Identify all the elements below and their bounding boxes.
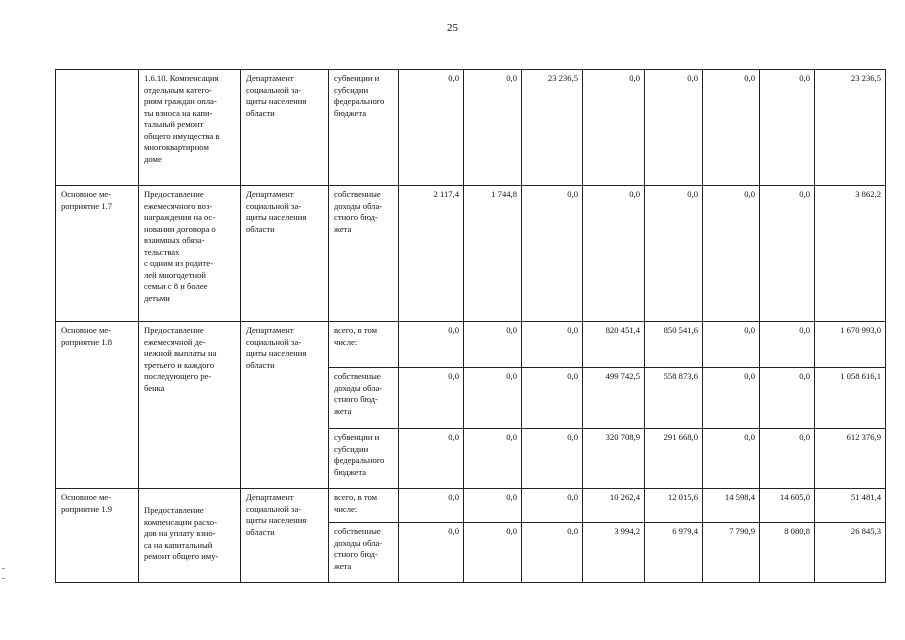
table-body (56, 70, 886, 583)
value-cell: 0,0 (399, 70, 464, 186)
event-cell (56, 489, 139, 583)
value-cell: 0,0 (399, 523, 464, 583)
funding-source: субвенции и субсидии федерального бюджета (334, 432, 385, 477)
value-cell: 0,0 (464, 322, 522, 368)
event-label: Основное ме- роприятие 1.7 (61, 189, 113, 211)
total-cell: 1 670 993,0 (815, 322, 886, 368)
value-cell: 0,0 (464, 429, 522, 489)
value-cell: 0,0 (522, 322, 583, 368)
value-cell: 820 451,4 (583, 322, 645, 368)
value-cell: 0,0 (464, 70, 522, 186)
event-cell (56, 70, 139, 186)
event-name: Предоставление ежемесячной де- нежной выплаты на третьего и каждого последующего ре- бенка (144, 325, 217, 393)
table-row (56, 322, 886, 368)
funding-source: всего, в том числе: (334, 492, 378, 514)
value-cell: 320 708,9 (583, 429, 645, 489)
value-cell: 0,0 (522, 368, 583, 429)
source-cell (329, 523, 399, 583)
event-name: Предоставление ежемесячного воз- награждения на ос- новании договора о взаимных обяза- тельствах с одним из родите- лей многодетной семьи с 8 и более детьми (144, 189, 216, 303)
value-cell: 0,0 (645, 70, 703, 186)
value-cell: 3 994,2 (583, 523, 645, 583)
executor: Департамент социальной за- щиты населения области (246, 492, 307, 537)
executor-cell (241, 70, 329, 186)
value-cell: 0,0 (703, 368, 760, 429)
value-cell: 0,0 (760, 429, 815, 489)
executor-cell (241, 186, 329, 322)
executor: Департамент социальной за- щиты населения области (246, 73, 307, 118)
total-cell: 23 236,5 (815, 70, 886, 186)
event-cell (56, 322, 139, 489)
value-cell: 558 873,6 (645, 368, 703, 429)
value-cell: 0,0 (464, 523, 522, 583)
total-cell: 612 376,9 (815, 429, 886, 489)
total-cell: 51 481,4 (815, 489, 886, 523)
value-cell: 0,0 (464, 368, 522, 429)
page-number: 25 (447, 22, 458, 34)
value-cell: 0,0 (399, 489, 464, 523)
event-label: Основное ме- роприятие 1.8 (61, 325, 113, 347)
value-cell: 0,0 (583, 186, 645, 322)
executor: Департамент социальной за- щиты населения области (246, 325, 307, 370)
value-cell: 0,0 (760, 322, 815, 368)
value-cell: 0,0 (399, 429, 464, 489)
value-cell: 0,0 (522, 523, 583, 583)
event-label: Основное ме- роприятие 1.9 (61, 492, 113, 514)
value-cell: 12 015,6 (645, 489, 703, 523)
name-cell (139, 489, 241, 583)
value-cell: 6 979,4 (645, 523, 703, 583)
value-cell: 291 668,0 (645, 429, 703, 489)
source-cell (329, 186, 399, 322)
value-cell: 850 541,6 (645, 322, 703, 368)
total-cell: 26 845,3 (815, 523, 886, 583)
value-cell: 1 744,8 (464, 186, 522, 322)
value-cell: 0,0 (703, 186, 760, 322)
source-cell (329, 368, 399, 429)
value-cell: 0,0 (464, 489, 522, 523)
source-cell (329, 322, 399, 368)
value-cell: 23 236,5 (522, 70, 583, 186)
value-cell: 0,0 (583, 70, 645, 186)
event-name: Предоставление компенсации расхо- дов на уплату взно- са на капитальный ремонт общего иму- (144, 505, 219, 561)
name-cell (139, 186, 241, 322)
scan-mark (2, 568, 5, 569)
value-cell: 0,0 (703, 429, 760, 489)
total-cell: 3 862,2 (815, 186, 886, 322)
funding-source: собственные доходы обла- стного бюд- жета (334, 189, 383, 234)
value-cell: 8 080,8 (760, 523, 815, 583)
value-cell: 0,0 (522, 429, 583, 489)
value-cell: 0,0 (399, 322, 464, 368)
source-cell (329, 70, 399, 186)
funding-source: собственные доходы обла- стного бюд- жета (334, 371, 383, 416)
table-row (56, 70, 886, 186)
name-cell (139, 322, 241, 489)
value-cell: 0,0 (703, 70, 760, 186)
name-cell (139, 70, 241, 186)
value-cell: 14 598,4 (703, 489, 760, 523)
value-cell: 0,0 (760, 368, 815, 429)
executor: Департамент социальной за- щиты населения области (246, 189, 307, 234)
value-cell: 0,0 (399, 368, 464, 429)
funding-source: субвенции и субсидии федерального бюджета (334, 73, 385, 118)
value-cell: 0,0 (703, 322, 760, 368)
value-cell: 499 742,5 (583, 368, 645, 429)
event-cell (56, 186, 139, 322)
program-events-table (55, 69, 886, 583)
executor-cell (241, 489, 329, 583)
value-cell: 0,0 (760, 70, 815, 186)
value-cell: 2 117,4 (399, 186, 464, 322)
value-cell: 10 262,4 (583, 489, 645, 523)
source-cell (329, 489, 399, 523)
total-cell: 1 058 616,1 (815, 368, 886, 429)
table-row (56, 186, 886, 322)
value-cell: 0,0 (522, 186, 583, 322)
event-name: 1.6.10. Компенсация отдельным катего- риям граждан опла- ты взноса на капи- тальный ремонт общего имущества в многоквартирном доме (144, 73, 220, 164)
executor-cell (241, 322, 329, 489)
funding-source: всего, в том числе: (334, 325, 378, 347)
table-row (56, 489, 886, 523)
funding-source: собственные доходы обла- стного бюд- жета (334, 526, 383, 571)
value-cell: 7 790,9 (703, 523, 760, 583)
value-cell: 0,0 (760, 186, 815, 322)
source-cell (329, 429, 399, 489)
value-cell: 14 605,0 (760, 489, 815, 523)
value-cell: 0,0 (522, 489, 583, 523)
value-cell: 0,0 (645, 186, 703, 322)
scan-mark (2, 578, 5, 579)
